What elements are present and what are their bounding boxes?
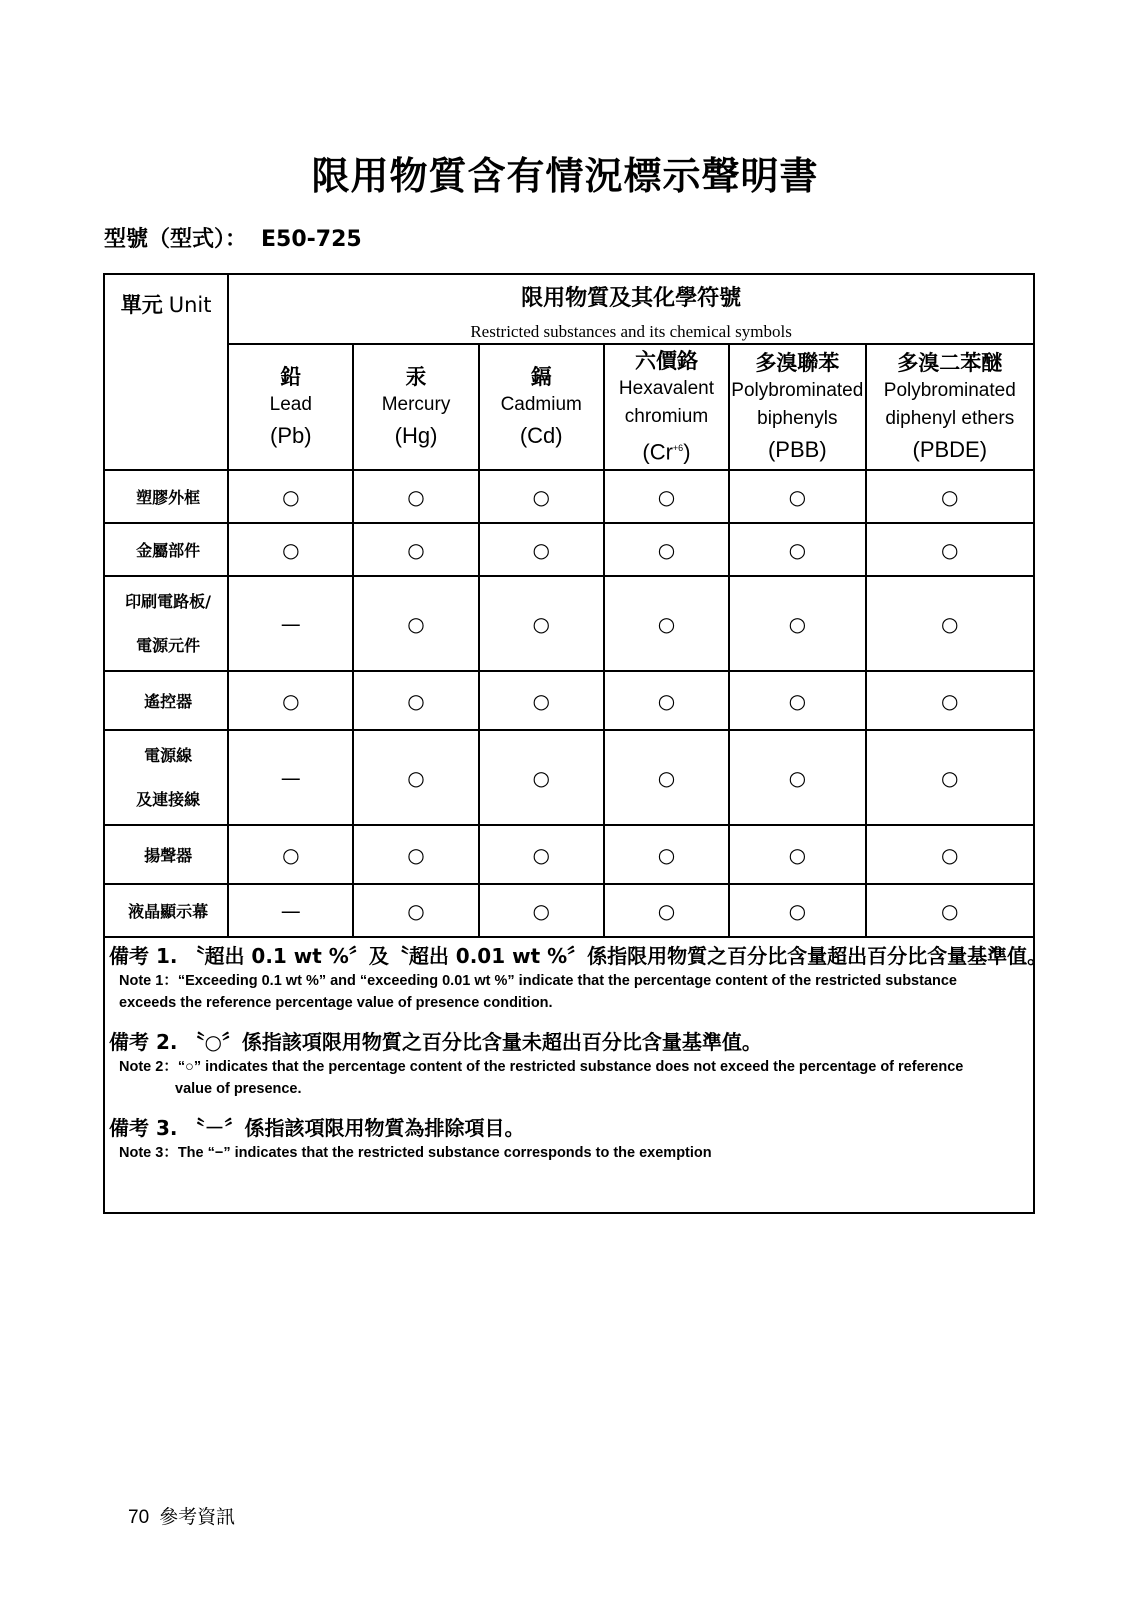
note-1-en-line2: exceeds the reference percentage value of presence condition. bbox=[119, 995, 553, 1012]
note-3-en-line1: Note 3：The “−” indicates that the restricted substance corresponds to the exemption bbox=[119, 1145, 712, 1162]
model-label: 型號（型式）： bbox=[104, 227, 248, 252]
mark-cell: ○ bbox=[479, 523, 604, 576]
unit-header-cell bbox=[104, 274, 228, 470]
substance-header-mercury bbox=[353, 344, 478, 470]
substance-symbol: (Pb) bbox=[270, 423, 312, 449]
unit-name: 液晶顯示幕 bbox=[104, 884, 228, 937]
mark-cell: ○ bbox=[866, 523, 1034, 576]
note-2-en-line1: Note 2：“○” indicates that the percentage content of the restricted substance does not exceed the percentage of reference bbox=[119, 1059, 964, 1076]
notes-row bbox=[104, 937, 1034, 1213]
mark-cell: ○ bbox=[866, 470, 1034, 523]
mark-cell: ○ bbox=[353, 730, 478, 825]
note-2-en bbox=[109, 1056, 1029, 1100]
mark-cell: ○ bbox=[479, 576, 604, 671]
mark-cell: ○ bbox=[479, 470, 604, 523]
page-title: 限用物質含有情況標示聲明書 bbox=[311, 154, 819, 198]
unit-header-en: Unit bbox=[168, 293, 212, 317]
restricted-header-zh: 限用物質及其化學符號 bbox=[521, 285, 742, 311]
table-row bbox=[104, 825, 1034, 884]
unit-name: 遙控器 bbox=[104, 671, 228, 730]
substance-symbol: $(Cr^{+6})$ bbox=[642, 439, 691, 465]
mark-cell: — bbox=[228, 884, 353, 937]
mark-cell: ○ bbox=[729, 884, 866, 937]
page-number: 70 bbox=[128, 1507, 150, 1528]
unit-name-line2: 及連接線 bbox=[136, 789, 201, 809]
substance-zh: 鉛 bbox=[280, 365, 302, 390]
substance-header-pbde bbox=[866, 344, 1034, 470]
mark-cell: ○ bbox=[729, 523, 866, 576]
unit-header-zh: 單元 bbox=[120, 293, 163, 317]
unit-name: 揚聲器 bbox=[104, 825, 228, 884]
mark-cell: ○ bbox=[479, 825, 604, 884]
note-2-zh: 備考 2. 〝○〞係指該項限用物質之百分比含量未超出百分比含量基準值。 bbox=[109, 1030, 762, 1055]
substance-symbol: (Cd) bbox=[519, 423, 563, 449]
table-row bbox=[104, 576, 1034, 671]
mark-cell: ○ bbox=[353, 884, 478, 937]
mark-cell: ○ bbox=[729, 470, 866, 523]
substance-zh: 多溴二苯醚 bbox=[897, 351, 1003, 376]
mark-cell: ○ bbox=[866, 730, 1034, 825]
table-row bbox=[104, 671, 1034, 730]
note-1-en bbox=[109, 970, 1029, 1014]
section-name: 參考資訊 bbox=[159, 1506, 236, 1528]
substance-en: Hexavalent chromium bbox=[618, 378, 714, 427]
substance-en: Polybrominated biphenyls bbox=[731, 380, 864, 430]
unit-name: 塑膠外框 bbox=[104, 470, 228, 523]
substance-header-lead bbox=[228, 344, 353, 470]
mark-cell: ○ bbox=[228, 671, 353, 730]
mark-cell: ○ bbox=[479, 671, 604, 730]
unit-name-line1: 電源線 bbox=[144, 745, 193, 765]
substance-zh: 汞 bbox=[405, 365, 427, 390]
mark-cell: ○ bbox=[866, 576, 1034, 671]
substance-en: Polybrominated diphenyl ethers bbox=[883, 380, 1016, 430]
mark-cell: ○ bbox=[228, 523, 353, 576]
note-1-en-line1: Note 1：“Exceeding 0.1 wt %” and “exceeding 0.01 wt %” indicate that the percentage content of the restricted substance bbox=[119, 973, 957, 990]
table-row bbox=[104, 523, 1034, 576]
substance-header-pbb bbox=[729, 344, 866, 470]
mark-cell: ○ bbox=[729, 825, 866, 884]
mark-cell: ○ bbox=[604, 825, 729, 884]
substance-symbol: (PBDE) bbox=[912, 437, 988, 463]
substance-symbol: (PBB) bbox=[767, 437, 827, 463]
mark-cell: ○ bbox=[866, 884, 1034, 937]
mark-cell: ○ bbox=[729, 730, 866, 825]
mark-cell: ○ bbox=[479, 884, 604, 937]
restricted-header-cell bbox=[228, 274, 1034, 344]
mark-cell: ○ bbox=[604, 576, 729, 671]
table-row bbox=[104, 470, 1034, 523]
mark-cell: ○ bbox=[604, 884, 729, 937]
model-line bbox=[104, 222, 362, 253]
mark-cell: ○ bbox=[729, 671, 866, 730]
restricted-substances-table bbox=[103, 273, 1048, 1214]
substance-header-cadmium bbox=[479, 344, 604, 470]
note-2-en-line2: value of presence. bbox=[175, 1081, 302, 1098]
note-1-zh: 備考 1. 〝超出 0.1 wt %〞及〝超出 0.01 wt %〞係指限用物質之百分比含量超出百分比含量基準值。 bbox=[109, 944, 1048, 969]
mark-cell: ○ bbox=[729, 576, 866, 671]
note-3-en bbox=[109, 1142, 1029, 1164]
unit-name bbox=[104, 730, 228, 825]
mark-cell: ○ bbox=[604, 730, 729, 825]
model-value: E50-725 bbox=[261, 227, 362, 252]
substance-symbol: (Hg) bbox=[394, 423, 438, 449]
mark-cell: ○ bbox=[353, 470, 478, 523]
unit-name bbox=[104, 576, 228, 671]
mark-cell: ○ bbox=[866, 671, 1034, 730]
mark-cell: ○ bbox=[353, 825, 478, 884]
mark-cell: ○ bbox=[353, 671, 478, 730]
mark-cell: ○ bbox=[604, 470, 729, 523]
mark-cell: — bbox=[228, 730, 353, 825]
substance-en: Mercury bbox=[381, 394, 451, 416]
mark-cell: ○ bbox=[228, 470, 353, 523]
notes-cell bbox=[104, 937, 1048, 1213]
mark-cell: ○ bbox=[866, 825, 1034, 884]
restricted-header-en: Restricted substances and its chemical symbols bbox=[470, 321, 792, 341]
mark-cell: ○ bbox=[353, 576, 478, 671]
substance-en: Lead bbox=[269, 394, 312, 416]
mark-cell: ○ bbox=[604, 671, 729, 730]
table-row bbox=[104, 884, 1034, 937]
page-footer bbox=[128, 1502, 235, 1529]
mark-cell: ○ bbox=[604, 523, 729, 576]
substance-zh: 鎘 bbox=[530, 365, 552, 390]
note-3-zh: 備考 3. 〝－〞係指該項限用物質為排除項目。 bbox=[109, 1116, 525, 1141]
substance-zh: 六價鉻 bbox=[634, 349, 698, 373]
substance-header-chromium bbox=[604, 344, 729, 470]
mark-cell: ○ bbox=[353, 523, 478, 576]
mark-cell: ○ bbox=[228, 825, 353, 884]
unit-name-line2: 電源元件 bbox=[136, 635, 201, 655]
unit-name: 金屬部件 bbox=[104, 523, 228, 576]
substance-en: Cadmium bbox=[500, 394, 582, 416]
mark-cell: ○ bbox=[479, 730, 604, 825]
mark-cell: — bbox=[228, 576, 353, 671]
unit-name-line1: 印刷電路板/ bbox=[125, 591, 212, 611]
table-row bbox=[104, 730, 1034, 825]
substance-zh: 多溴聯苯 bbox=[755, 351, 840, 376]
